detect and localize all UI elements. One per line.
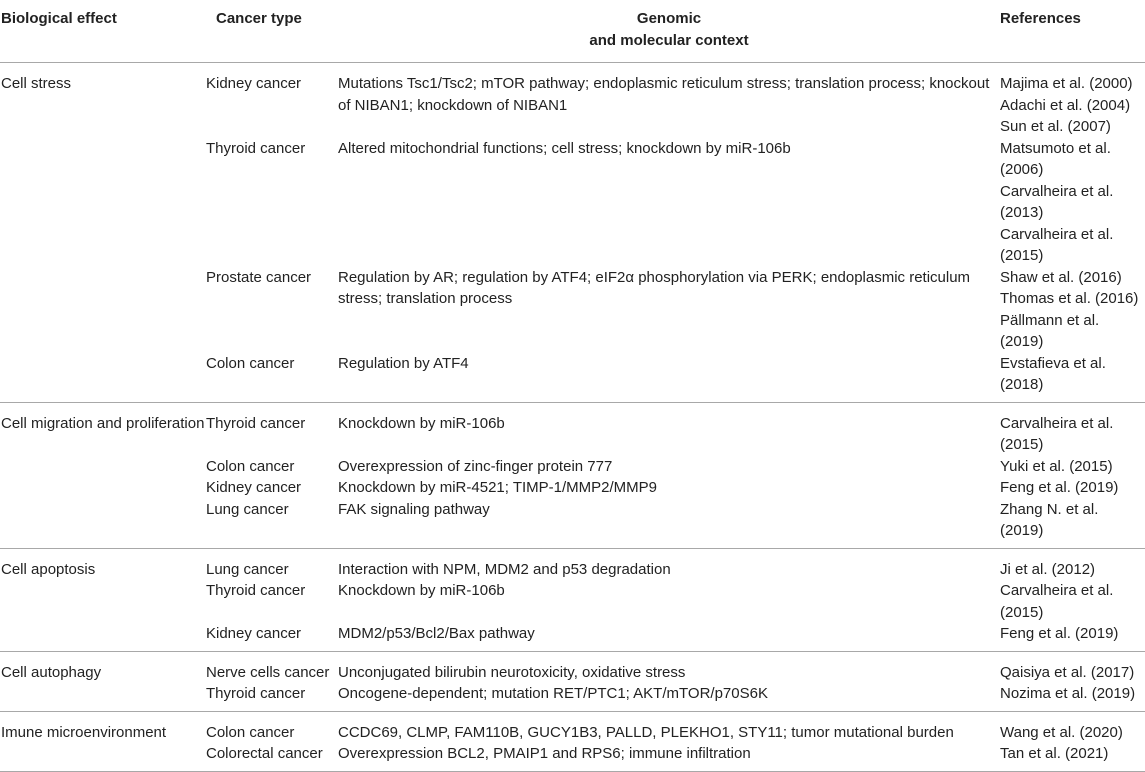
table-row [0, 651, 1145, 683]
header-genomic-context [338, 0, 1000, 63]
reference-item: Ji et al. (2012) [1000, 560, 1096, 578]
reference-item: Carvalheira et al. (2013) [1000, 182, 1114, 221]
cancer-type-cell: Thyroid cancer [205, 683, 338, 711]
table-row [0, 402, 1145, 456]
cancer-type-cell: Prostate cancer [206, 268, 312, 286]
table-row [0, 743, 1145, 771]
table-row [0, 623, 1145, 651]
biological-effect-cell: Cell stress [1, 75, 72, 92]
cancer-type-cell: Thyroid cancer [206, 139, 306, 157]
cancer-type-cell: Kidney cancer [206, 75, 302, 92]
cancer-type-cell: Colorectal cancer [205, 743, 338, 771]
table-row [0, 548, 1145, 580]
biological-effect-cell [0, 683, 205, 711]
reference-item: Thomas et al. (2016) [1000, 290, 1139, 307]
cancer-type-cell: Thyroid cancer [206, 414, 306, 432]
references-cell [1000, 63, 1145, 138]
biological-effect-cell [0, 456, 205, 478]
table-row [0, 499, 1145, 549]
reference-item: Carvalheira et al. (2015) [1000, 582, 1114, 621]
cancer-type-cell: Lung cancer [205, 499, 338, 549]
genomic-context-cell: Overexpression of zinc-finger protein 777 [338, 457, 613, 475]
table-row [0, 63, 1145, 138]
table-row [0, 580, 1145, 623]
reference-item: Zhang N. et al. (2019) [1000, 500, 1099, 539]
genomic-context-cell: Knockdown by miR-106b [338, 414, 505, 432]
references-cell [1000, 623, 1145, 651]
reference-item: Majima et al. (2000) [1000, 75, 1133, 92]
reference-item: Pällmann et al. (2019) [1000, 311, 1100, 350]
reference-item: Matsumoto et al. (2006) [1000, 139, 1111, 178]
genomic-context-cell: Altered mitochondrial functions; cell stress; knockdown by miR-106b [338, 139, 791, 157]
biological-effect-cell [0, 623, 205, 651]
biological-effect-cell [0, 353, 205, 403]
references-cell [1000, 402, 1145, 456]
cancer-type-cell: Colon cancer [206, 457, 295, 475]
reference-item: Qaisiya et al. (2017) [1000, 663, 1135, 681]
table-row [0, 456, 1145, 478]
table-row [0, 138, 1145, 267]
references-cell [1000, 548, 1145, 580]
reference-item: Yuki et al. (2015) [1000, 457, 1113, 475]
genomic-context-cell: MDM2/p53/Bcl2/Bax pathway [338, 623, 1000, 651]
references-cell [1000, 580, 1145, 623]
reference-item: Adachi et al. (2004) [1000, 96, 1131, 114]
biological-effect-cell: Cell apoptosis [1, 560, 96, 578]
references-cell [1000, 499, 1145, 549]
genomic-context-cell: Oncogene-dependent; mutation RET/PTC1; AKT/mTOR/p70S6K [338, 683, 1000, 711]
header-genomic-context-line2: and molecular context [589, 31, 749, 49]
genomic-context-cell: Unconjugated bilirubin neurotoxicity, oxidative stress [338, 663, 686, 681]
references-cell [1000, 267, 1145, 353]
biological-effect-cell [0, 743, 205, 771]
table-body [0, 63, 1145, 772]
reference-item: Feng et al. (2019) [1000, 625, 1119, 642]
header-row [0, 0, 1145, 63]
reference-item: Carvalheira et al. (2015) [1000, 414, 1114, 453]
biological-effect-cell: Cell migration and proliferation [1, 414, 205, 432]
header-genomic-context-line1: Genomic [636, 10, 702, 27]
biological-effect-cell: Cell autophagy [1, 663, 102, 681]
genomic-context-cell: Regulation by ATF4 [338, 353, 1000, 403]
reference-item: Tan et al. (2021) [1000, 745, 1109, 762]
biological-effect-cell [0, 267, 205, 353]
reference-item: Feng et al. (2019) [1000, 479, 1119, 496]
genomic-context-cell: FAK signaling pathway [338, 499, 1000, 549]
cancer-type-cell: Colon cancer [205, 353, 338, 403]
reference-item: Evstafieva et al. (2018) [1000, 354, 1106, 393]
references-cell [1000, 683, 1145, 711]
cancer-type-cell: Colon cancer [206, 723, 295, 741]
reference-item: Carvalheira et al. (2015) [1000, 225, 1114, 264]
biological-effect-cell [0, 499, 205, 549]
reference-item: Sun et al. (2007) [1000, 118, 1111, 135]
reference-item: Wang et al. (2020) [1000, 723, 1123, 741]
references-cell [1000, 456, 1145, 478]
header-cancer-type: Cancer type [205, 0, 338, 63]
biological-effect-cell [0, 580, 205, 623]
genomic-context-cell: Knockdown by miR-4521; TIMP-1/MMP2/MMP9 [338, 479, 657, 496]
genomic-context-cell: CCDC69, CLMP, FAM110B, GUCY1B3, PALLD, PLEKHO1, STY11; tumor mutational burden [338, 723, 954, 741]
cancer-type-cell: Kidney cancer [206, 479, 302, 496]
genomic-context-cell: Knockdown by miR-106b [338, 582, 505, 599]
references-cell [1000, 353, 1145, 403]
biological-effect-cell: Imune microenvironment [1, 723, 167, 741]
header-biological-effect: Biological effect [0, 0, 205, 63]
references-cell [1000, 138, 1145, 267]
genomic-context-cell: Regulation by AR; regulation by ATF4; eIF2α phosphorylation via PERK; endoplasmic reticulum stress; translation process [338, 268, 971, 307]
table-row [0, 683, 1145, 711]
references-cell [1000, 743, 1145, 771]
genomic-context-cell: Interaction with NPM, MDM2 and p53 degradation [338, 560, 671, 578]
references-cell [1000, 711, 1145, 743]
table-row [0, 353, 1145, 403]
biological-effect-cell [0, 138, 205, 267]
reference-item: Nozima et al. (2019) [1000, 685, 1136, 702]
genomic-context-cell: Overexpression BCL2, PMAIP1 and RPS6; immune infiltration [338, 743, 1000, 771]
references-cell [1000, 651, 1145, 683]
table-row [0, 267, 1145, 353]
table-row [0, 711, 1145, 743]
biological-effect-cell [0, 477, 205, 499]
cancer-type-cell: Lung cancer [206, 560, 289, 578]
genomic-context-cell: Mutations Tsc1/Tsc2; mTOR pathway; endoplasmic reticulum stress; translation process; knockout of NIBAN1; knockdown of NIBAN1 [338, 75, 990, 114]
table-row [0, 477, 1145, 499]
references-cell [1000, 477, 1145, 499]
reference-item: Shaw et al. (2016) [1000, 268, 1122, 286]
cancer-type-cell: Thyroid cancer [206, 582, 306, 599]
cancer-type-cell: Kidney cancer [205, 623, 338, 651]
header-references: References [1000, 0, 1145, 63]
cancer-type-cell: Nerve cells cancer [206, 663, 330, 681]
